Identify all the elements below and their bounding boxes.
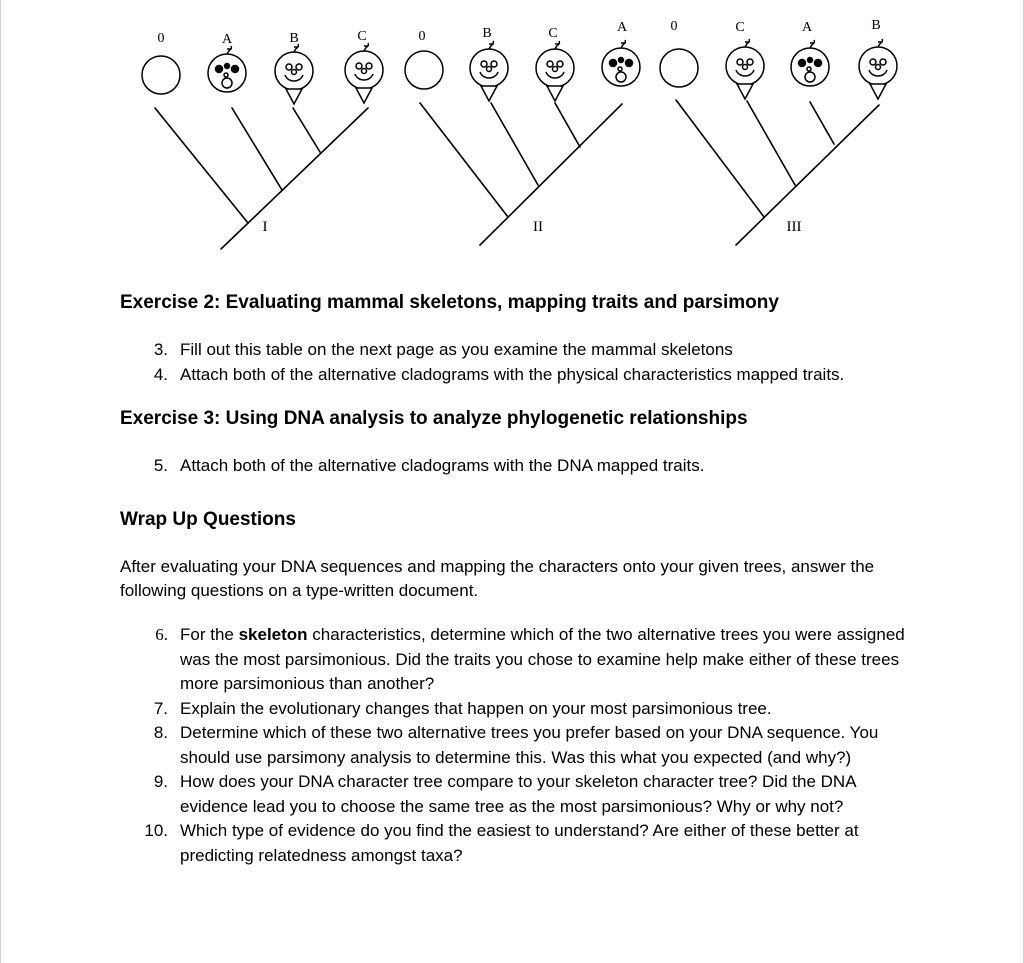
question-text: Determine which of these two alternative trees you prefer based on your DNA sequence. You should use parsimony analysis to determine this. Was this what you expected (and why?): [180, 723, 879, 767]
item-number: 4.: [153, 364, 168, 384]
taxon-c-head: [536, 41, 574, 101]
question-item: [120, 770, 910, 819]
taxon-c-head: [345, 43, 383, 103]
wrap-up-questions: [120, 623, 910, 868]
tree-1-branch-b: [293, 108, 320, 152]
question-text: characteristics, determine which of the two alternative trees you were assigned was the most parsimonious. Did the traits you chose to examine help make either of these trees more parsimonious than another?: [180, 625, 905, 693]
tree-2-branch-0: [420, 103, 508, 217]
question-text: Explain the evolutionary changes that happen on your most parsimonious tree.: [180, 698, 772, 718]
tree-2-branch-c: [555, 103, 580, 147]
list-item: [120, 454, 910, 479]
question-item: [120, 721, 910, 770]
taxon-a-head: [791, 40, 829, 86]
question-text: How does your DNA character tree compare to your skeleton character tree? Did the DNA evidence lead you to choose the same tree as the most parsimonious? Why or why not?: [180, 772, 856, 816]
tree-1-branch-0: [155, 108, 248, 223]
taxon-0-head: [142, 56, 180, 94]
cladogram-tree-2: [420, 103, 622, 245]
list-item: [120, 363, 910, 388]
item-text: Attach both of the alternative cladograms with the DNA mapped traits.: [180, 456, 705, 475]
question-item: [120, 623, 910, 697]
tree-2-branch-b: [491, 103, 538, 185]
taxon-label: B: [482, 26, 492, 41]
exercise-2-list: [120, 338, 910, 387]
question-keyword: skeleton: [238, 625, 308, 644]
taxon-b-head: [470, 41, 508, 101]
taxon-0-head: [405, 51, 443, 89]
taxon-a-head: [208, 46, 246, 92]
taxon-label: A: [801, 20, 813, 35]
tree-2-trunk: [480, 104, 622, 245]
tree-2-label: II: [533, 219, 543, 235]
question-number: 6.: [155, 625, 168, 644]
question-item: [120, 697, 910, 722]
cladogram-figure: [0, 0, 1024, 250]
item-text: Fill out this table on the next page as you examine the mammal skeletons: [180, 340, 733, 359]
question-number: 9.: [153, 772, 168, 791]
taxon-a-head: [602, 40, 640, 86]
tree-1-trunk: [221, 108, 368, 249]
list-item: [120, 338, 910, 363]
tree-3-label: III: [786, 219, 802, 235]
cladogram-tree-1: [155, 108, 368, 249]
taxon-label: 0: [670, 19, 678, 34]
taxon-0-head: [660, 49, 698, 87]
item-text: Attach both of the alternative cladograms with the physical characteristics mapped traits.: [180, 364, 845, 384]
question-number: 8.: [153, 723, 168, 742]
exercise-3-list: [120, 454, 910, 479]
taxon-label: C: [357, 29, 367, 44]
taxon-label: C: [735, 20, 745, 35]
taxon-b-head: [275, 44, 313, 104]
tree-3-branch-a: [810, 102, 834, 144]
taxon-label: 0: [157, 31, 165, 46]
question-item: [120, 819, 910, 868]
taxon-label: B: [871, 18, 881, 33]
question-text: Which type of evidence do you find the easiest to understand? Are either of these better at predicting relatedness amongst taxa?: [180, 821, 859, 865]
question-number: 10.: [144, 821, 168, 840]
item-number: 5.: [153, 456, 168, 475]
taxon-label: 0: [418, 29, 426, 44]
wrap-up-heading: Wrap Up Questions: [120, 509, 296, 530]
taxon-b-head: [859, 39, 897, 99]
exercise-3-heading: Exercise 3: Using DNA analysis to analyze phylogenetic relationships: [120, 408, 748, 429]
taxon-label: A: [616, 20, 628, 35]
exercise-2-heading: Exercise 2: Evaluating mammal skeletons, mapping traits and parsimony: [120, 292, 779, 313]
tree-1-branch-a: [232, 108, 282, 190]
tree-3-branch-c: [747, 101, 795, 185]
taxon-label: A: [221, 32, 233, 47]
tree-3-trunk: [736, 105, 879, 245]
wrap-up-intro: After evaluating your DNA sequences and mapping the characters onto your given trees, answer the following questions on a type-written document.: [120, 557, 875, 600]
cladogram-tree-3: [676, 100, 879, 245]
tree-1-label: I: [262, 219, 268, 235]
item-number: 3.: [153, 340, 168, 359]
question-text-prefix: For the: [180, 625, 239, 644]
taxon-c-head: [726, 39, 764, 99]
question-number: 7.: [153, 698, 168, 718]
taxon-label: B: [289, 31, 299, 46]
tree-3-branch-0: [676, 100, 764, 217]
taxon-label: C: [548, 26, 558, 41]
